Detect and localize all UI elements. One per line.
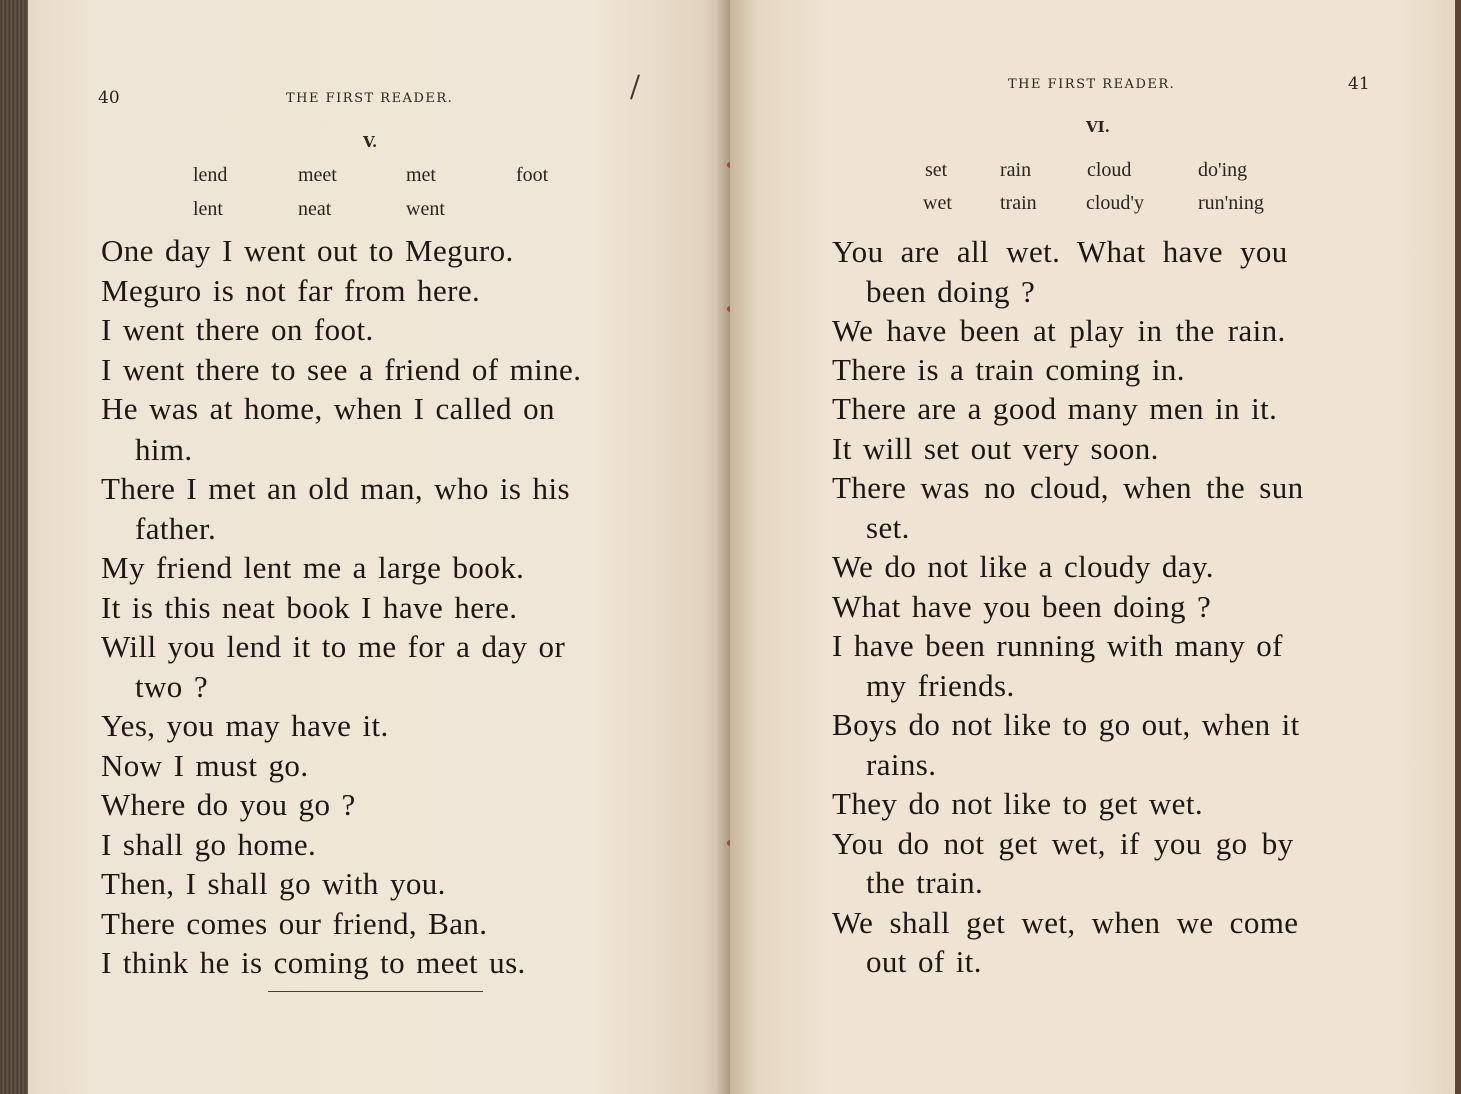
lesson-number: VI. <box>1086 118 1110 136</box>
vocab-word: set <box>925 159 948 181</box>
text-line: There is a train coming in. <box>832 352 1185 387</box>
lesson-number: V. <box>363 133 378 151</box>
text-line: Where do you go ? <box>101 787 356 822</box>
text-line: He was at home, when I called on <box>101 391 555 426</box>
text-line: Yes, you may have it. <box>101 708 389 743</box>
page-number: 41 <box>1348 74 1370 94</box>
text-line: We have been at play in the rain. <box>832 313 1286 348</box>
text-line: set. <box>866 510 910 545</box>
pencil-mark <box>630 74 640 99</box>
text-line: It is this neat book I have here. <box>101 590 518 625</box>
text-line: We shall get wet, when we come <box>832 905 1299 940</box>
text-line: Now I must go. <box>101 748 309 783</box>
text-line: Will you lend it to me for a day or <box>101 629 566 664</box>
vocab-word: meet <box>298 164 337 186</box>
vocab-word: cloud <box>1087 159 1132 181</box>
text-line: I went there on foot. <box>101 312 374 347</box>
text-line: been doing ? <box>866 274 1036 309</box>
vocab-word: rain <box>1000 159 1032 181</box>
text-line: There was no cloud, when the sun <box>832 470 1304 505</box>
text-line: the train. <box>866 865 984 900</box>
vocab-word: lent <box>193 198 223 220</box>
text-line: father. <box>135 511 217 546</box>
text-line: You do not get wet, if you go by <box>832 826 1294 861</box>
text-line: I think he is coming to meet us. <box>101 945 526 980</box>
text-line: My friend lent me a large book. <box>101 550 525 585</box>
vocab-word: wet <box>923 192 952 214</box>
text-line: my friends. <box>866 668 1015 703</box>
text-line: They do not like to get wet. <box>832 786 1203 821</box>
text-line: Then, I shall go with you. <box>101 866 446 901</box>
text-line: What have you been doing ? <box>832 589 1212 624</box>
text-line: There comes our friend, Ban. <box>101 906 488 941</box>
vocab-word: neat <box>298 198 332 220</box>
text-line: Boys do not like to go out, when it <box>832 707 1300 742</box>
end-rule <box>268 991 483 992</box>
text-line: There are a good many men in it. <box>832 391 1278 426</box>
page-number: 40 <box>98 88 120 108</box>
text-line: One day I went out to Meguro. <box>101 233 514 268</box>
vocab-word: run'ning <box>1198 192 1264 214</box>
text-line: There I met an old man, who is his <box>101 471 570 506</box>
text-line: Meguro is not far from here. <box>101 273 481 308</box>
vocab-word: cloud'y <box>1086 192 1145 214</box>
text-line: him. <box>135 432 193 467</box>
right-page <box>730 0 1455 1094</box>
text-line: I have been running with many of <box>832 628 1283 663</box>
page-edges <box>0 0 28 1094</box>
vocab-word: went <box>406 198 445 220</box>
vocab-word: lend <box>193 164 228 186</box>
text-line: You are all wet. What have you <box>832 234 1288 269</box>
vocab-word: met <box>406 164 436 186</box>
text-line: We do not like a cloudy day. <box>832 549 1214 584</box>
running-head: THE FIRST READER. <box>286 91 454 106</box>
text-line: It will set out very soon. <box>832 431 1159 466</box>
text-line: out of it. <box>866 944 982 979</box>
vocab-word: train <box>1000 192 1037 214</box>
text-line: I shall go home. <box>101 827 317 862</box>
running-head: THE FIRST READER. <box>1008 77 1176 92</box>
page-edges <box>1455 0 1461 1094</box>
vocab-word: foot <box>516 164 549 186</box>
text-line: rains. <box>866 747 937 782</box>
vocab-word: do'ing <box>1198 159 1248 181</box>
left-page <box>28 0 730 1094</box>
text-line: two ? <box>135 669 209 704</box>
text-line: I went there to see a friend of mine. <box>101 352 582 387</box>
